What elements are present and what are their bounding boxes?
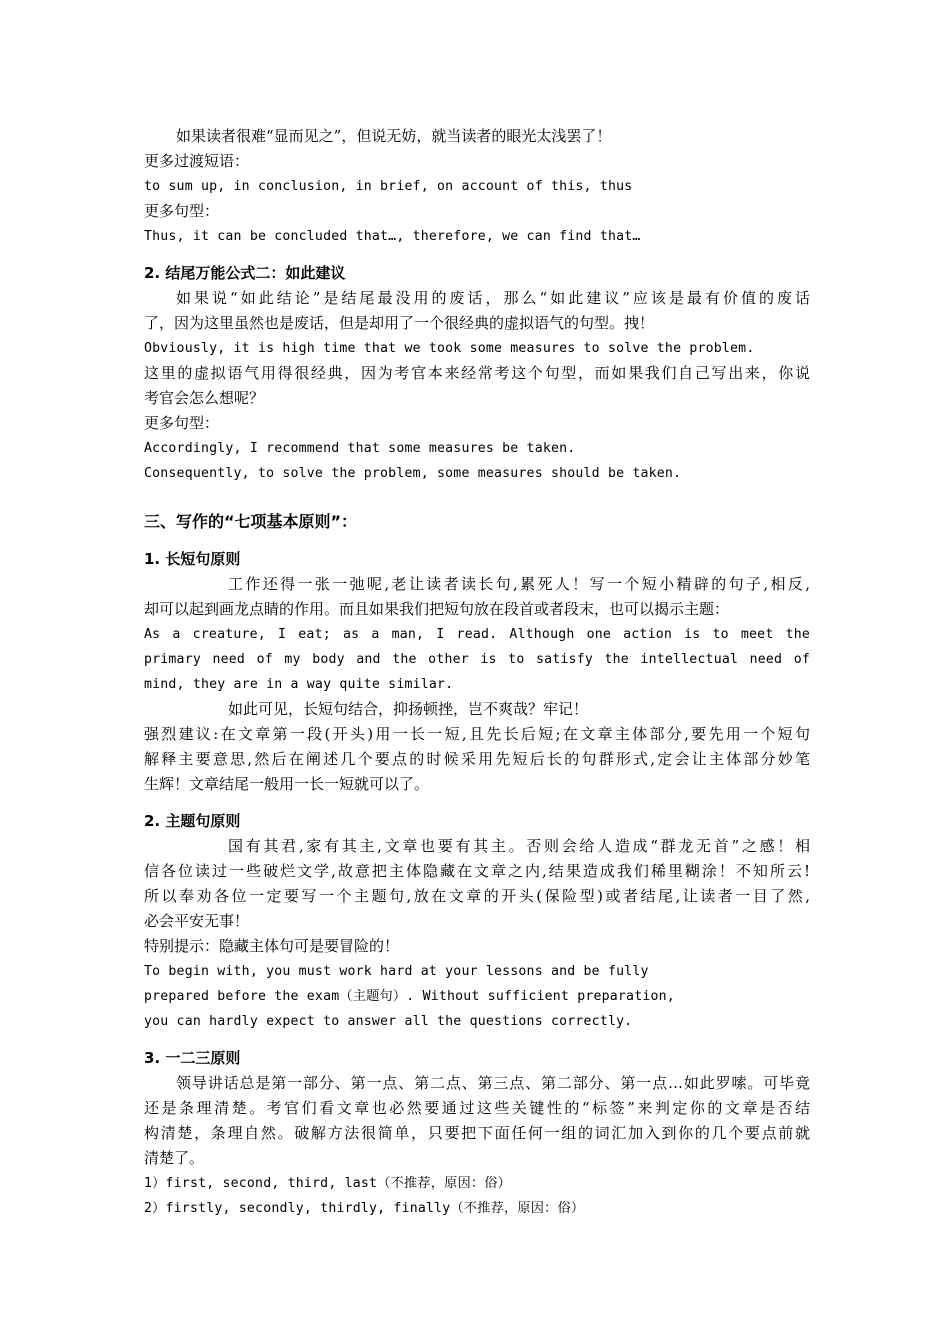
paragraph-line: 信各位读过一些破烂文学,故意把主体隐藏在文章之内,结果造成我们稀里糊涂！不知所云! <box>144 862 810 880</box>
section-heading-2: 2. 结尾万能公式二：如此建议 <box>144 264 346 282</box>
paragraph-line: 构清楚，条理自然。破解方法很简单，只要把下面任何一组的词汇加入到你的几个要点前就 <box>144 1124 810 1142</box>
paragraph-line: 考官会怎么想呢？ <box>144 389 265 407</box>
paragraph-line: 工作还得一张一弛呢,老让读者读长句,累死人！写一个短小精辟的句子,相反, <box>228 575 810 593</box>
pattern-example: Thus, it can be concluded that…, therefore, we can find that… <box>144 229 641 244</box>
paragraph-line: 清楚了。 <box>144 1149 205 1167</box>
paragraph-line: 却可以起到画龙点睛的作用。而且如果我们把短句放在段首或者段末，也可以揭示主题： <box>144 600 730 618</box>
paragraph-line: 领导讲话总是第一部分、第一点、第二点、第三点、第二部分、第一点…如此罗嗦。可毕竟 <box>176 1074 810 1092</box>
rule-title-1: 1. 长短句原则 <box>144 550 241 568</box>
example-sentence: primary need of my body and the other is to satisfy the intellectual need of <box>144 652 810 667</box>
chapter-heading: 三、写作的“七项基本原则”： <box>144 512 358 531</box>
paragraph-line: 如果读者很难“显而见之”，但说无妨，就当读者的眼光太浅罢了！ <box>176 127 612 145</box>
example-sentence: As a creature, I eat; as a man, I read. Although one action is to meet the <box>144 627 810 642</box>
example-sentence: To begin with, you must work hard at your lessons and be fully <box>144 964 649 979</box>
paragraph-line: 如此可见，长短句结合，抑扬顿挫，岂不爽哉？牢记！ <box>228 700 589 718</box>
paragraph-line: 如果说“如此结论”是结尾最没用的废话，那么“如此建议”应该是最有价值的废话 <box>176 289 810 307</box>
document-page <box>144 124 810 1221</box>
example-sentence: prepared before the exam（主题句）. Without sufficient preparation, <box>144 989 675 1004</box>
paragraph-line: 强烈建议:在文章第一段(开头)用一长一短,且先长后短;在文章主体部分,要先用一个短句 <box>144 725 810 743</box>
label-more-patterns: 更多句型： <box>144 414 220 432</box>
paragraph-line: 还是条理清楚。考官们看文章也必然要通过这些关键性的“标签”来判定你的文章是否结 <box>144 1099 810 1117</box>
rule-title-2: 2. 主题句原则 <box>144 812 241 830</box>
paragraph-line: 生辉！文章结尾一般用一长一短就可以了。 <box>144 775 430 793</box>
example-sentence: Obviously, it is high time that we took some measures to solve the problem. <box>144 341 755 356</box>
tip-line: 特别提示：隐藏主体句可是要冒险的！ <box>144 937 400 955</box>
phrase-list: to sum up, in conclusion, in brief, on account of this, thus <box>144 179 633 194</box>
list-item: 1）first, second, third, last（不推荐，原因：俗） <box>144 1176 512 1191</box>
label-more-patterns: 更多句型： <box>144 202 220 220</box>
list-item: 2）firstly, secondly, thirdly, finally（不推荐，原因：俗） <box>144 1201 585 1216</box>
example-sentence: you can hardly expect to answer all the questions correctly. <box>144 1014 633 1029</box>
label-more-phrases: 更多过渡短语： <box>144 152 250 170</box>
paragraph-line: 所以奉劝各位一定要写一个主题句,放在文章的开头(保险型)或者结尾,让读者一目了然, <box>144 887 810 905</box>
example-sentence: mind, they are in a way quite similar. <box>144 677 454 692</box>
paragraph-line: 必会平安无事！ <box>144 912 250 930</box>
paragraph-line: 解释主要意思,然后在阐述几个要点的时候采用先短后长的句群形式,定会让主体部分妙笔 <box>144 750 810 768</box>
paragraph-line: 国有其君,家有其主,文章也要有其主。否则会给人造成“群龙无首”之感！相 <box>228 837 810 855</box>
pattern-example: Consequently, to solve the problem, some measures should be taken. <box>144 466 682 481</box>
rule-title-3: 3. 一二三原则 <box>144 1049 241 1067</box>
paragraph-line: 了，因为这里虽然也是废话，但是却用了一个很经典的虚拟语气的句型。拽！ <box>144 314 655 332</box>
pattern-example: Accordingly, I recommend that some measures be taken. <box>144 441 576 456</box>
paragraph-line: 这里的虚拟语气用得很经典，因为考官本来经常考这个句型，而如果我们自己写出来，你说 <box>144 364 810 382</box>
